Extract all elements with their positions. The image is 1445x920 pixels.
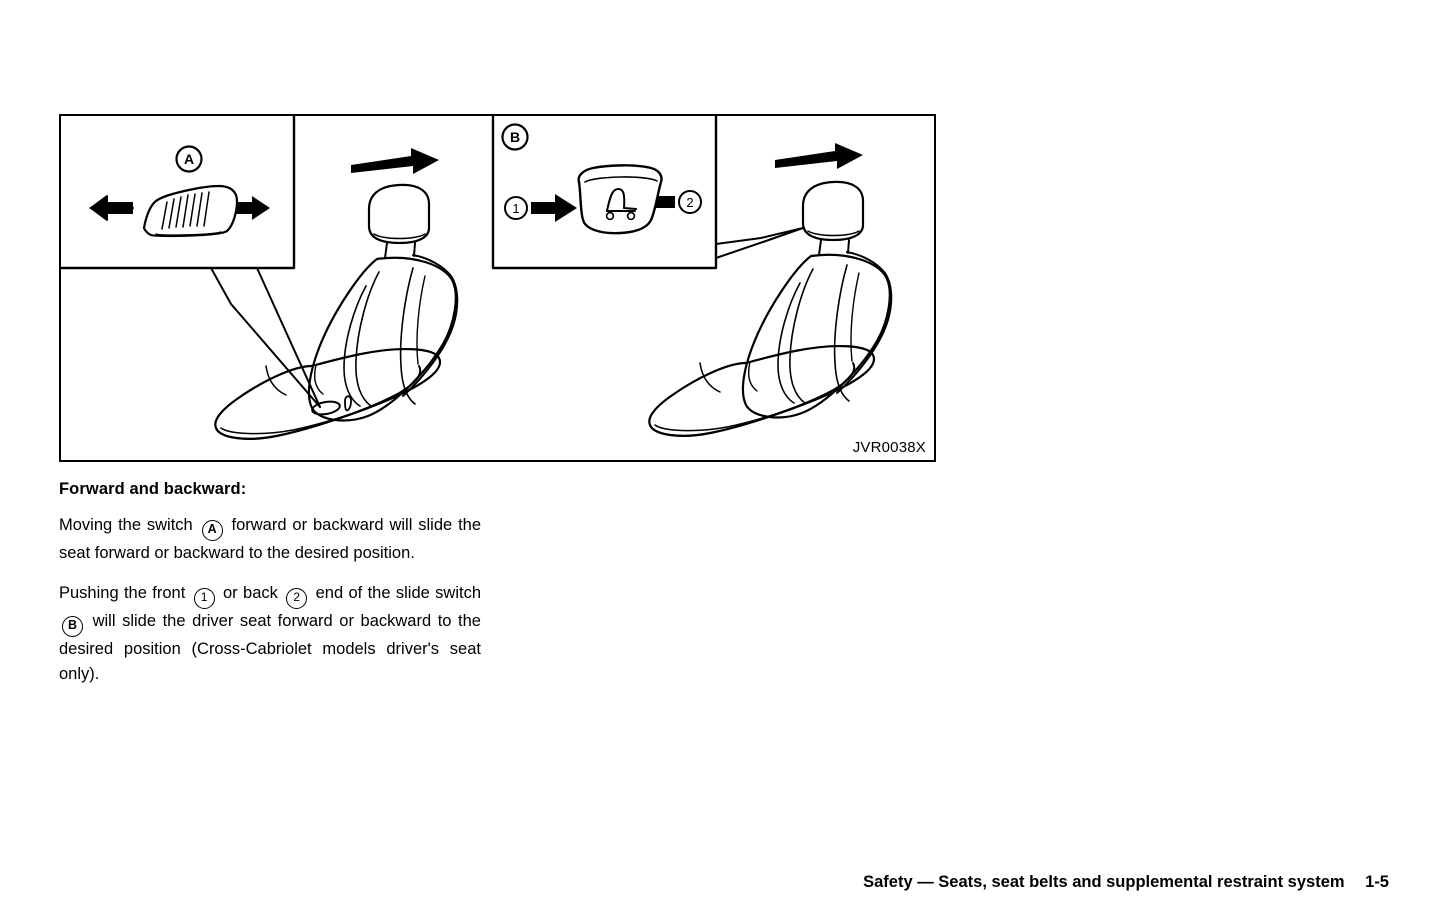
paragraph-slide-switch-b <box>59 581 481 688</box>
label-1-circle <box>505 197 527 219</box>
page-footer <box>863 873 1389 892</box>
inline-ref-b: B <box>62 616 83 637</box>
paragraph2-part2: or back <box>223 583 278 602</box>
paragraph-switch-a <box>59 513 481 567</box>
label-a-circle <box>177 147 202 172</box>
figure-code: JVR0038X <box>852 439 926 456</box>
svg-text:1: 1 <box>512 201 520 216</box>
label-2-circle <box>679 191 701 213</box>
seat-adjustment-illustration <box>61 116 934 460</box>
paragraph2-part1: Pushing the front <box>59 583 186 602</box>
body-text-column <box>59 480 481 688</box>
label-b-circle <box>503 125 528 150</box>
svg-text:B: B <box>509 129 521 145</box>
paragraph2-part4: will slide the driver seat forward or backward to the desired position (Cross-Cabriolet models driver's seat only). <box>59 611 481 683</box>
inline-ref-1: 1 <box>194 588 215 609</box>
section-heading: Forward and backward: <box>59 480 247 498</box>
svg-text:2: 2 <box>686 195 694 210</box>
svg-text:A: A <box>183 151 195 167</box>
footer-page-number: 1-5 <box>1365 873 1389 891</box>
illustration-figure <box>59 114 936 462</box>
inline-ref-2: 2 <box>286 588 307 609</box>
inline-ref-a: A <box>202 520 223 541</box>
paragraph1-part1: Moving the switch <box>59 516 193 534</box>
footer-section-title: Safety — Seats, seat belts and supplemental restraint system <box>863 873 1345 891</box>
paragraph2-part3: end of the slide switch <box>315 583 481 602</box>
paragraph1-part2: forward or backward will slide the seat forward or backward to the desired position. <box>59 516 482 562</box>
